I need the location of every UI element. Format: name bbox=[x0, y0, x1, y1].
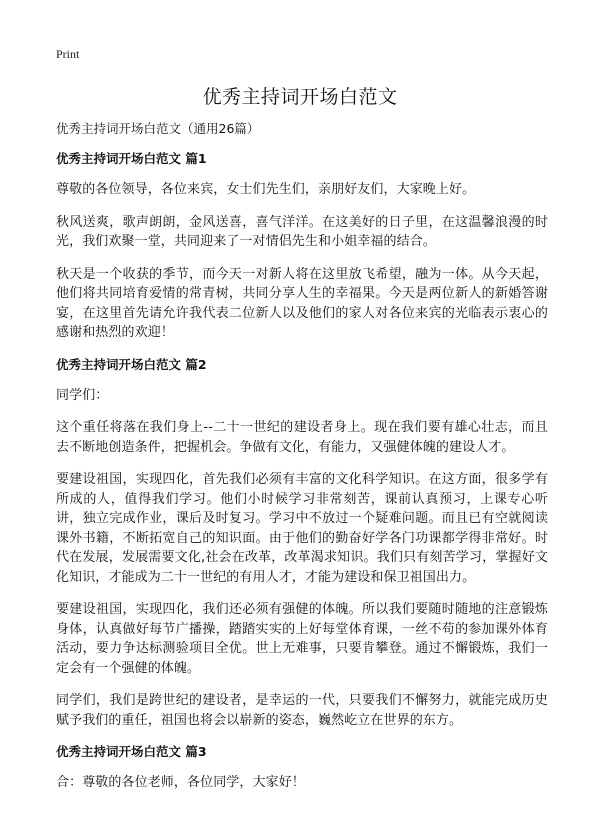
paragraph: 秋天是一个收获的季节，而今天一对新人将在这里放飞希望，融为一体。从今天起，他们将共同培育爱情的常青树，共同分享人生的幸福果。今天是两位新人的新婚答谢宴，在这里首先请允许我代表二位新人以及他们的家人对各位来宾的光临表示衷心的感谢和热烈的欢迎！ bbox=[56, 266, 548, 340]
section-1 bbox=[56, 150, 548, 343]
document-body bbox=[56, 120, 548, 806]
page-title: 优秀主持词开场白范文 bbox=[202, 86, 398, 108]
paragraph: 同学们，我们是跨世纪的建设者，是幸运的一代，只要我们不懈努力，就能完成历史赋予我们的重任，祖国也将会以崭新的姿态，巍然屹立在世界的东方。 bbox=[56, 693, 548, 728]
paragraph: 这个重任将落在我们身上--二十一世纪的建设者身上。现在我们要有雄心壮志，而且去不断地创造条件，把握机会。争做有文化，有能力，又强健体魄的建设人才。 bbox=[56, 420, 548, 455]
paragraph: 要建设祖国，实现四化，我们还必须有强健的体魄。所以我们要随时随地的注意锻炼身体，认真做好每节广播操，踏踏实实的上好每堂体育课，一丝不苟的参加课外体育活动，要力争达标测验项目全优。世上无难事，只要肯攀登。通过不懈锻炼，我们一定会有一个强健的体魄。 bbox=[56, 602, 548, 676]
paragraph: 同学们： bbox=[56, 387, 109, 403]
section-heading: 优秀主持词开场白范文 篇3 bbox=[56, 744, 207, 759]
paragraph: 要建设祖国，实现四化，首先我们必须有丰富的文化科学知识。在这方面，很多学有所成的人，值得我们学习。他们小时候学习非常刻苦，课前认真预习，上课专心听讲，独立完成作业，课后及时复习。学习中不放过一个疑难问题。而且已有空就阅读课外书籍，不断拓宽自己的知识面。由于他们的勤奋好学各门功课都学得非常好。时代在发展，发展需要文化,社会在改革，改革渴求知识。我们只有刻苦学习，掌握好文化知识，才能成为二十一世纪的有用人才，才能为建设和保卫祖国出力。 bbox=[56, 472, 548, 585]
section-3 bbox=[56, 743, 548, 793]
print-link[interactable]: Print bbox=[56, 47, 80, 61]
paragraph: 尊敬的各位领导，各位来宾，女士们先生们，亲朋好友们，大家晚上好。 bbox=[56, 182, 476, 197]
section-2 bbox=[56, 356, 548, 731]
paragraph: 合：尊敬的各位老师，各位同学，大家好！ bbox=[56, 775, 305, 790]
document-subtitle: 优秀主持词开场白范文（通用26篇） bbox=[56, 121, 260, 136]
section-heading: 优秀主持词开场白范文 篇2 bbox=[56, 356, 207, 372]
section-heading: 优秀主持词开场白范文 篇1 bbox=[56, 151, 207, 166]
paragraph: 秋风送爽，歌声朗朗，金风送喜，喜气洋洋。在这美好的日子里，在这温馨浪漫的时光，我们欢聚一堂，共同迎来了一对情侣先生和小姐幸福的结合。 bbox=[56, 214, 548, 249]
